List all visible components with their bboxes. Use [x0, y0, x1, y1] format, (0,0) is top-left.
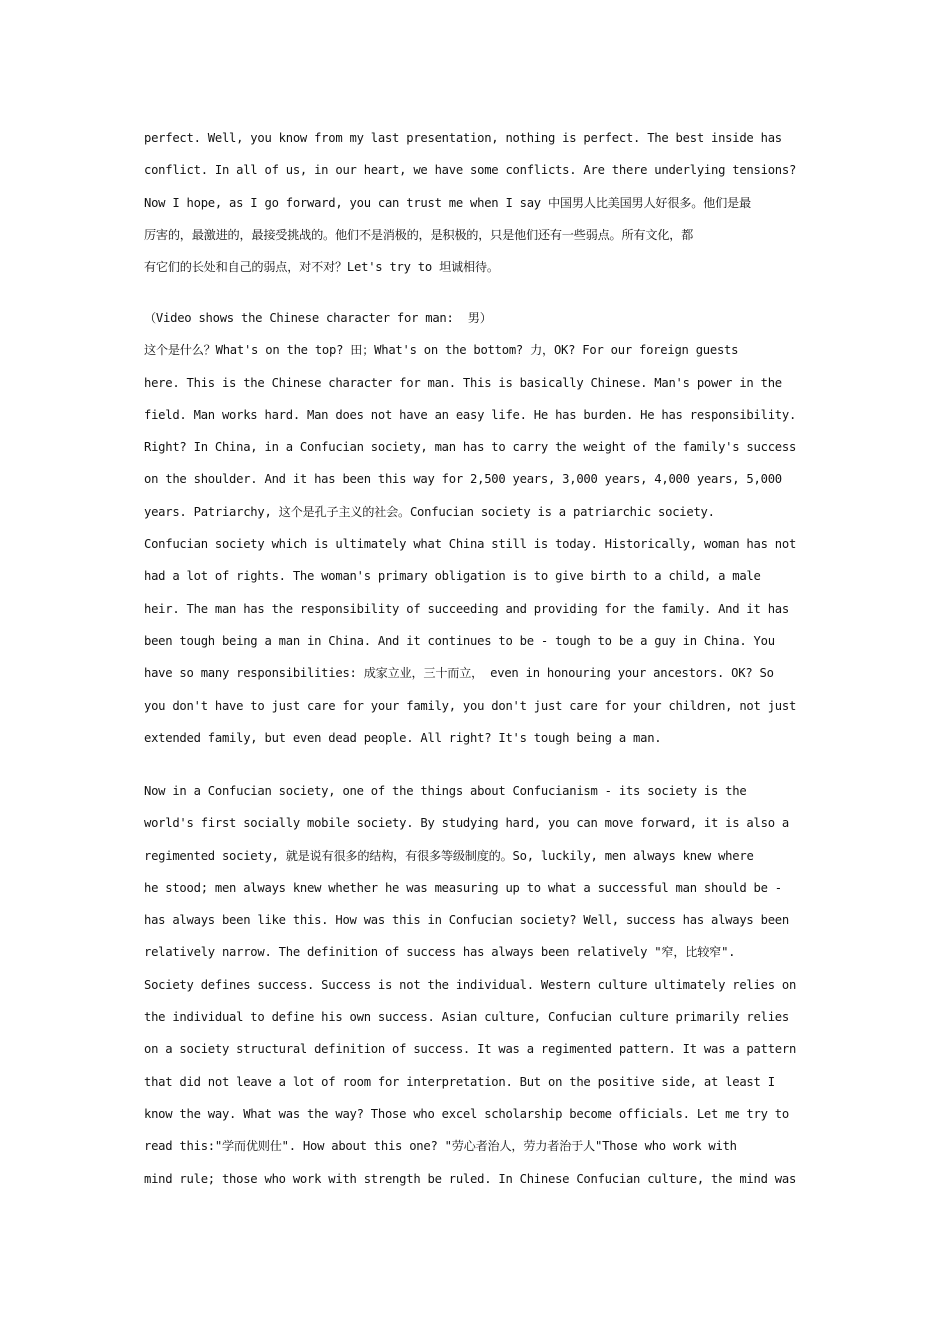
- text-line: has always been like this. How was this in Confucian society? Well, success has always been: [144, 913, 789, 928]
- text-line: here. This is the Chinese character for man. This is basically Chinese. Man's power in the: [144, 375, 782, 390]
- text-line: read this:"学而优则仕". How about this one? "劳心者治人，劳力者治于人"Those who work with: [144, 1139, 737, 1154]
- text-line: Now in a Confucian society, one of the things about Confucianism - its society is the: [144, 784, 747, 798]
- text-line: mind rule; those who work with strength be ruled. In Chinese Confucian culture, the mind was: [144, 1171, 797, 1186]
- text-line: Confucian society which is ultimately what China still is today. Historically, woman has not: [144, 537, 797, 552]
- text-line: the individual to define his own success. Asian culture, Confucian culture primarily relies: [144, 1010, 789, 1025]
- text-line: years. Patriarchy, 这个是孔子主义的社会。Confucian society is a patriarchic society.: [144, 504, 715, 519]
- text-line: know the way. What was the way? Those who excel scholarship become officials. Let me try to: [144, 1106, 789, 1121]
- paragraph-2: [144, 302, 806, 754]
- text-line: Society defines success. Success is not the individual. Western culture ultimately relies on: [144, 977, 797, 992]
- text-line: extended family, but even dead people. All right? It's tough being a man.: [144, 730, 662, 745]
- text-line: perfect. Well, you know from my last presentation, nothing is perfect. The best inside has: [144, 131, 782, 145]
- text-line: 厉害的，最激进的，最接受挑战的。他们不是消极的，是积极的，只是他们还有一些弱点。所有文化，都: [144, 227, 694, 242]
- text-line: field. Man works hard. Man does not have an easy life. He has burden. He has responsibility.: [144, 407, 797, 422]
- text-line: on the shoulder. And it has been this way for 2,500 years, 3,000 years, 4,000 years, 5,000: [144, 472, 782, 487]
- text-line: Right? In China, in a Confucian society, man has to carry the weight of the family's success: [144, 440, 797, 455]
- text-line: that did not leave a lot of room for interpretation. But on the positive side, at least I: [144, 1074, 775, 1089]
- text-line: been tough being a man in China. And it continues to be - tough to be a guy in China. You: [144, 633, 775, 648]
- text-line: you don't have to just care for your family, you don't just care for your children, not just: [144, 698, 797, 713]
- text-line: 这个是什么？What's on the top? 田；What's on the bottom? 力，OK? For our foreign guests: [144, 343, 739, 358]
- text-line: heir. The man has the responsibility of succeeding and providing for the family. And it has: [144, 601, 789, 616]
- paragraph-1: [144, 122, 806, 283]
- text-line: on a society structural definition of success. It was a regimented pattern. It was a pattern: [144, 1042, 797, 1057]
- text-line: conflict. In all of us, in our heart, we have some conflicts. Are there underlying tensions?: [144, 163, 797, 178]
- text-line: Now I hope, as I go forward, you can trust me when I say 中国男人比美国男人好很多。他们是最: [144, 195, 751, 210]
- text-line: relatively narrow. The definition of success has always been relatively "窄，比较窄".: [144, 945, 736, 960]
- text-line: world's first socially mobile society. By studying hard, you can move forward, it is also a: [144, 816, 789, 831]
- text-line: he stood; men always knew whether he was measuring up to what a successful man should be -: [144, 880, 782, 895]
- text-line: have so many responsibilities: 成家立业，三十而立， even in honouring your ancestors. OK? So: [144, 666, 774, 681]
- text-line: （Video shows the Chinese character for man: 男）: [144, 311, 492, 325]
- text-line: had a lot of rights. The woman's primary obligation is to give birth to a child, a male: [144, 569, 761, 584]
- paragraph-3: [144, 775, 806, 1195]
- text-line: regimented society, 就是说有很多的结构，有很多等级制度的。So, luckily, men always knew where: [144, 848, 754, 863]
- text-line: 有它们的长处和自己的弱点，对不对？Let's try to 坦诚相待。: [144, 260, 499, 275]
